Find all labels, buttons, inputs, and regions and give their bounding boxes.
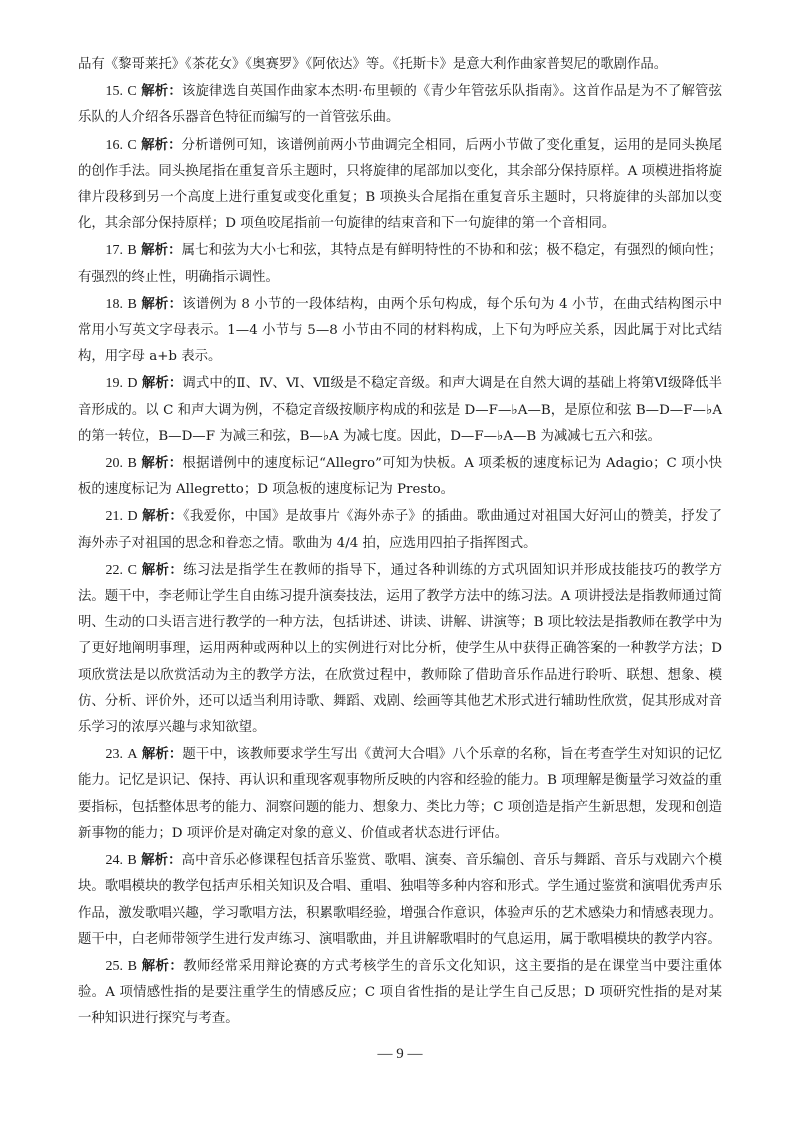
item-answer: B: [127, 853, 137, 869]
answer-item: [78, 78, 722, 131]
item-text: 属七和弦为大小七和弦，其特点是有鲜明特性的不协和和弦；极不稳定，有强烈的倾向性；有强烈的终止性，明确指示调性。: [78, 243, 723, 285]
answer-item: [78, 237, 722, 290]
item-number: 24.: [105, 853, 123, 869]
item-answer: B: [127, 958, 138, 974]
answer-item: [78, 450, 722, 503]
item-label: 解析：: [141, 455, 183, 472]
answer-item: [78, 741, 722, 847]
item-answer: C: [127, 84, 137, 100]
item-text: 根据谱例中的速度标记“Allegro”可知为快板。A 项柔板的速度标记为 Adagio；C 项小快板的速度标记为 Allegretto；D 项急板的速度标记为 Presto。: [78, 456, 723, 498]
item-answer: C: [127, 562, 138, 578]
answer-list: [78, 78, 722, 1032]
item-number: 21.: [105, 509, 123, 525]
item-label: 解析：: [141, 957, 184, 974]
item-number: 23.: [105, 747, 123, 763]
answer-item: [78, 557, 722, 741]
item-label: 解析：: [141, 83, 182, 100]
answer-item: [78, 291, 722, 371]
item-number: 15.: [105, 84, 123, 100]
item-text: 教师经常采用辩论赛的方式考核学生的音乐文化知识，这主要指的是在课堂当中要注重体验。A 项情感性指的是要注重学生的情感反应；C 项自省性指的是让学生自己反思；D 项研究性指的是对某一种知识进行探究与考查。: [78, 958, 723, 1027]
item-number: 19.: [105, 376, 123, 392]
item-text: 该谱例为 8 小节的一段体结构，由两个乐句构成，每个乐句为 4 小节，在曲式结构图示中常用小写英文字母表示。1—4 小节与 5—8 小节由不同的材料构成，上下句为呼应关系，因此属于对比式结构，用字母 a+b 表示。: [78, 296, 722, 365]
item-label: 解析：: [141, 746, 183, 763]
item-answer: D: [127, 376, 138, 392]
item-answer: B: [127, 296, 137, 312]
item-text: 调式中的Ⅱ、Ⅳ、Ⅵ、Ⅶ级是不稳定音级。和声大调是在自然大调的基础上将第Ⅵ级降低半音形成的。以 C 和声大调为例，不稳定音级按顺序构成的和弦是 D—F—♭A—B，是原位和弦 B—D—F—♭A 的第一转位，B—D—F 为减三和弦，B—♭A 为减七度。因此，D—F—♭A—B 为减减七五六和弦。: [78, 376, 723, 444]
answer-item: [78, 503, 722, 556]
item-label: 解析：: [141, 375, 183, 392]
item-answer: C: [127, 137, 137, 153]
item-answer: B: [127, 243, 137, 259]
item-text: 题干中，该教师要求学生写出《黄河大合唱》八个乐章的名称，旨在考查学生对知识的记忆能力。记忆是识记、保持、再认识和重现客观事物所反映的内容和经验的能力。B 项理解是衡量学习效益的重要指标，包括整体思考的能力、洞察问题的能力、想象力、类比力等；C 项创造是指产生新思想，发现和创造新事物的能力；D 项评价是对确定对象的意义、价值或者状态进行评估。: [78, 747, 723, 841]
answer-item: [78, 370, 722, 450]
item-answer: A: [127, 747, 138, 763]
item-number: 16.: [105, 137, 123, 153]
item-label: 解析：: [141, 242, 182, 259]
item-text: 分析谱例可知，该谱例前两小节曲调完全相同，后两小节做了变化重复，运用的是同头换尾的创作手法。同头换尾指在重复音乐主题时，只将旋律的尾部加以变化，其余部分保持原样。A 项模进指将旋律片段移到另一个高度上进行重复或变化重复；B 项换头合尾指在重复音乐主题时，只将旋律的头部加以变化，其余部分保持原样；D 项鱼咬尾指前一句旋律的结束音和下一句旋律的第一个音相同。: [78, 137, 723, 232]
item-text: 该旋律选自英国作曲家本杰明·布里顿的《青少年管弦乐队指南》。这首作品是为不了解管弦乐队的人介绍各乐器音色特征而编写的一首管弦乐曲。: [78, 84, 722, 126]
item-text: 高中音乐必修课程包括音乐鉴赏、歌唱、演奏、音乐编创、音乐与舞蹈、音乐与戏剧六个模块。歌唱模块的教学包括声乐相关知识及合唱、重唱、独唱等多种内容和形式。学生通过鉴赏和演唱优秀声乐作品，激发歌唱兴趣，学习歌唱方法，积累歌唱经验，增强合作意识，体验声乐的艺术感染力和情感表现力。题干中，白老师带领学生进行发声练习、演唱歌曲，并且讲解歌唱时的气息运用，属于歌唱模块的教学内容。: [78, 853, 723, 947]
item-number: 25.: [105, 958, 123, 974]
item-label: 解析：: [142, 508, 184, 525]
item-answer: D: [127, 509, 138, 525]
item-number: 20.: [105, 456, 123, 472]
answer-item: [78, 847, 722, 953]
answer-item: [78, 132, 722, 238]
item-number: 17.: [105, 243, 123, 259]
item-label: 解析：: [141, 852, 182, 869]
item-label: 解析：: [141, 295, 183, 312]
item-label: 解析：: [141, 561, 184, 578]
answer-item: [78, 953, 722, 1033]
item-number: 22.: [105, 562, 123, 578]
item-label: 解析：: [141, 136, 182, 153]
intro-paragraph: 品有《黎哥莱托》《茶花女》《奥赛罗》《阿依达》等。《托斯卡》是意大利作曲家普契尼的歌剧作品。: [78, 57, 668, 72]
item-text: 《我爱你，中国》是故事片《海外赤子》的插曲。歌曲通过对祖国大好河山的赞美，抒发了海外赤子对祖国的思念和眷恋之情。歌曲为 4/4 拍，应选用四拍子指挥图式。: [78, 509, 722, 551]
item-number: 18.: [105, 296, 123, 312]
page-number: — 9 —: [377, 1046, 423, 1062]
item-text: 练习法是指学生在教师的指导下，通过各种训练的方式巩固知识并形成技能技巧的教学方法。题干中，李老师让学生自由练习提升演奏技法，运用了教学方法中的练习法。A 项讲授法是指教师通过简明、生动的口头语言进行教学的一种方法，包括讲述、讲读、讲解、讲演等；B 项比较法是指教师在教学中为了更好地阐明事理，运用两种或两种以上的实例进行对比分析，使学生从中获得正确答案的一种教学方法；D 项欣赏法是以欣赏活动为主的教学方法，在欣赏过程中，教师除了借助音乐作品进行聆听、联想、想象、模仿、分析、评价外，还可以适当利用诗歌、舞蹈、戏剧、绘画等其他艺术形式进行辅助性欣赏，促其形成对音乐学习的浓厚兴趣与求知欲望。: [78, 562, 723, 736]
item-answer: B: [127, 456, 137, 472]
